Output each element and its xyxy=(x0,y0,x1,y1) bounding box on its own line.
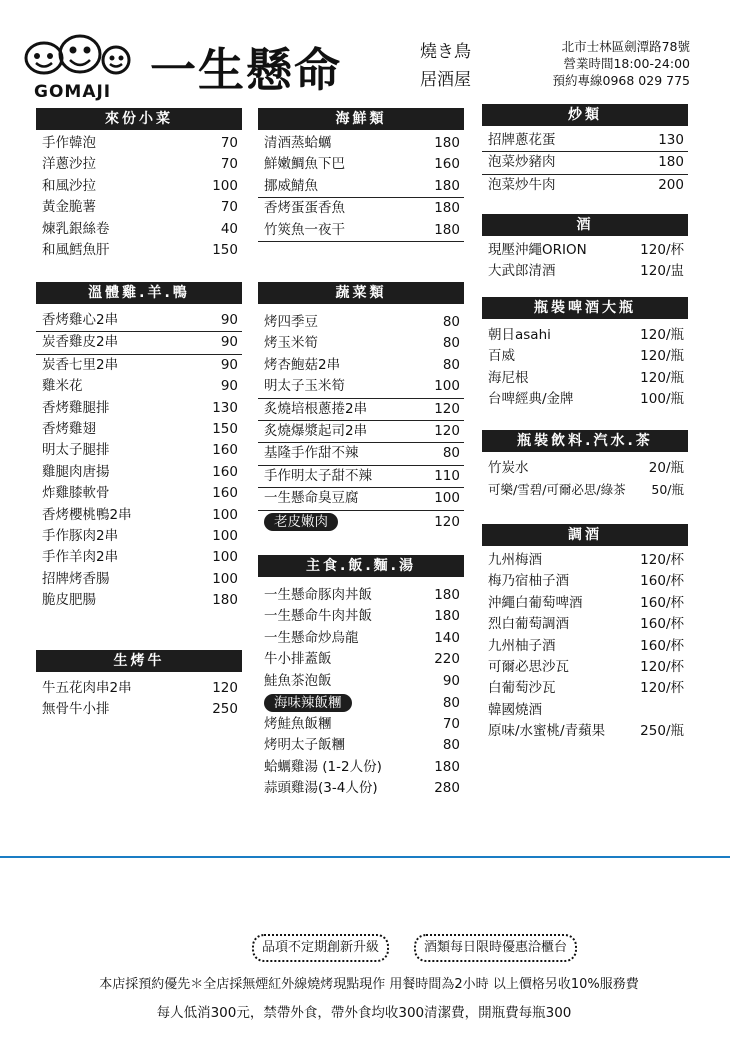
menu-item: 手作明太子甜不辣 110 xyxy=(258,466,464,488)
section-title: 瓶裝啤酒大瓶 xyxy=(482,297,688,319)
section-beef xyxy=(36,650,242,721)
menu-item: 鮭魚茶泡飯 90 xyxy=(264,672,460,689)
menu-item: 台啤經典/金牌 100/瓶 xyxy=(488,391,684,408)
menu-item: 一生懸命臭豆腐 100 xyxy=(258,488,464,510)
section-drinks xyxy=(482,430,688,501)
section-seafood xyxy=(258,108,464,242)
section-appetizers xyxy=(36,108,242,261)
section-cocktails xyxy=(482,524,688,743)
menu-item: 香烤蛋蛋香魚 180 xyxy=(264,200,460,217)
footer-note-1: 本店採預約優先＊全店採無煙紅外線燒烤現點現作 用餐時間為2小時 以上價格另收10%服務費 xyxy=(99,977,639,992)
section-vegetables xyxy=(258,282,464,533)
menu-item: 雞米花 90 xyxy=(42,378,238,395)
menu-item: 雞腿肉唐揚 160 xyxy=(42,463,238,480)
menu-item: 烤明太子飯糰 80 xyxy=(264,737,460,754)
menu-item: 炸雞膝軟骨 160 xyxy=(42,485,238,502)
section-title: 生烤牛 xyxy=(36,650,242,672)
section-stirfry xyxy=(482,104,688,196)
menu-item: 泡菜炒牛肉 200 xyxy=(488,176,684,193)
menu-item: 招牌烤香腸 100 xyxy=(42,570,238,587)
menu-item: 韓國燒酒 xyxy=(488,701,542,718)
menu-item: 明太子腿排 160 xyxy=(42,442,238,459)
menu-item: 百威 120/瓶 xyxy=(488,348,684,365)
menu-item: 手作豚肉2串 100 xyxy=(42,527,238,544)
logo-text: GOMAJI xyxy=(34,82,112,102)
menu-item: 竹筴魚一夜干 180 xyxy=(258,220,464,242)
menu-item: 蛤蠣雞湯 (1-2人份) 180 xyxy=(264,758,460,775)
menu-item: 現壓沖繩ORION 120/杯 xyxy=(488,242,684,258)
badge-new-items: 品項不定期創新升級 xyxy=(252,934,389,962)
section-title: 調酒 xyxy=(482,524,688,546)
menu-item: 炙燒培根蔥捲2串 120 xyxy=(258,399,464,421)
contact-info xyxy=(530,38,690,89)
subtitle-line-2: 居酒屋 xyxy=(420,70,471,90)
menu-item: 一生懸命豚肉丼飯 180 xyxy=(264,587,460,603)
menu-item: 原味/水蜜桃/青蘋果 250/瓶 xyxy=(488,723,684,740)
menu-item: 和風沙拉 100 xyxy=(42,177,238,194)
menu-item: 香烤雞腿排 130 xyxy=(42,399,238,416)
menu-item: 香烤雞心2串 90 xyxy=(36,310,242,332)
section-title: 溫體雞.羊.鴨 xyxy=(36,282,242,304)
phone: 預約專線0968 029 775 xyxy=(552,73,690,88)
menu-item: 明太子玉米筍 100 xyxy=(258,376,464,398)
menu-item: 九州梅酒 120/杯 xyxy=(488,552,684,568)
brand-title: 一生懸命 xyxy=(150,43,342,97)
menu-item: 炙燒爆漿起司2串 120 xyxy=(258,421,464,443)
menu-item: 蒜頭雞湯(3-4人份) 280 xyxy=(264,780,460,797)
logo-faces-icon xyxy=(22,30,132,90)
menu-item: 大武郎清酒 120/盅 xyxy=(488,263,684,280)
menu-item: 老皮嫩肉 120 xyxy=(258,511,464,533)
section-title: 來份小菜 xyxy=(36,108,242,130)
menu-item: 九州柚子酒 160/杯 xyxy=(488,637,684,654)
section-title: 海鮮類 xyxy=(258,108,464,130)
menu-item: 海尼根 120/瓶 xyxy=(488,369,684,386)
menu-item: 鮮嫩鯛魚下巴 160 xyxy=(264,156,460,173)
menu-item: 清酒蒸蛤蠣 180 xyxy=(264,135,460,151)
footer-divider xyxy=(0,856,730,858)
menu-item: 脆皮肥腸 180 xyxy=(42,592,238,609)
footer-note-2: 每人低消300元，禁帶外食，帶外食均收300清潔費，開瓶費每瓶300 xyxy=(156,1005,572,1021)
menu-item: 一生懸命牛肉丼飯 180 xyxy=(264,608,460,625)
menu-item: 炭香雞皮2串 90 xyxy=(36,332,242,354)
menu-item: 竹炭水 20/瓶 xyxy=(488,460,684,476)
menu-item: 沖繩白葡萄啤酒 160/杯 xyxy=(488,594,684,611)
menu-item: 香烤櫻桃鴨2串 100 xyxy=(42,506,238,523)
section-sake xyxy=(482,214,688,283)
menu-item: 洋蔥沙拉 70 xyxy=(42,156,238,173)
menu-item: 煉乳銀絲卷 40 xyxy=(42,220,238,237)
menu-item: 牛小排蓋飯 220 xyxy=(264,651,460,668)
section-chicken xyxy=(36,282,242,611)
section-beer xyxy=(482,297,688,411)
menu-item: 黃金脆薯 70 xyxy=(42,199,238,216)
menu-item: 梅乃宿柚子酒 160/杯 xyxy=(488,573,684,590)
section-mains xyxy=(258,555,464,800)
menu-item: 香烤雞翅 150 xyxy=(42,420,238,437)
menu-item: 烤玉米筍 80 xyxy=(264,335,460,352)
menu-item: 手作韓泡 70 xyxy=(42,135,238,151)
menu-item: 海味辣飯糰 80 xyxy=(258,692,464,714)
subtitle-line-1: 燒き鳥 xyxy=(420,42,471,62)
menu-item: 烤四季豆 80 xyxy=(264,314,460,330)
menu-item: 基隆手作甜不辣 80 xyxy=(258,443,464,465)
badge-drink-deals: 酒類每日限時優惠洽櫃台 xyxy=(414,934,577,962)
section-title: 瓶裝飲料.汽水.茶 xyxy=(482,430,688,452)
menu-item: 烤鮭魚飯糰 70 xyxy=(264,715,460,732)
subtitle xyxy=(420,38,500,94)
menu-item: 招牌蔥花蛋 130 xyxy=(482,130,688,152)
menu-item: 泡菜炒豬肉 180 xyxy=(482,152,688,174)
menu-item: 烈白葡萄調酒 160/杯 xyxy=(488,616,684,633)
menu-item: 挪威鯖魚 180 xyxy=(258,176,464,198)
menu-item: 牛五花肉串2串 120 xyxy=(42,680,238,696)
hours: 營業時間18:00-24:00 xyxy=(563,56,690,71)
menu-item: 朝日asahi 120/瓶 xyxy=(488,327,684,343)
menu-item: 和風鱈魚肝 150 xyxy=(42,241,238,258)
menu-item: 可爾必思沙瓦 120/杯 xyxy=(488,658,684,675)
menu-item: 炭香七里2串 90 xyxy=(42,356,238,373)
menu-item: 烤杏鮑菇2串 80 xyxy=(264,356,460,373)
menu-item: 白葡萄沙瓦 120/杯 xyxy=(488,680,684,697)
section-title: 炒類 xyxy=(482,104,688,126)
section-title: 酒 xyxy=(482,214,688,236)
menu-item: 可樂/雪碧/可爾必思/綠茶 50/瓶 xyxy=(488,482,684,498)
menu-item: 手作羊肉2串 100 xyxy=(42,549,238,566)
menu-item: 無骨牛小排 250 xyxy=(42,701,238,718)
menu-item: 一生懸命炒烏龍 140 xyxy=(264,629,460,646)
address: 北市士林區劍潭路78號 xyxy=(561,39,690,54)
section-title: 蔬菜類 xyxy=(258,282,464,304)
section-title: 主食.飯.麵.湯 xyxy=(258,555,464,577)
